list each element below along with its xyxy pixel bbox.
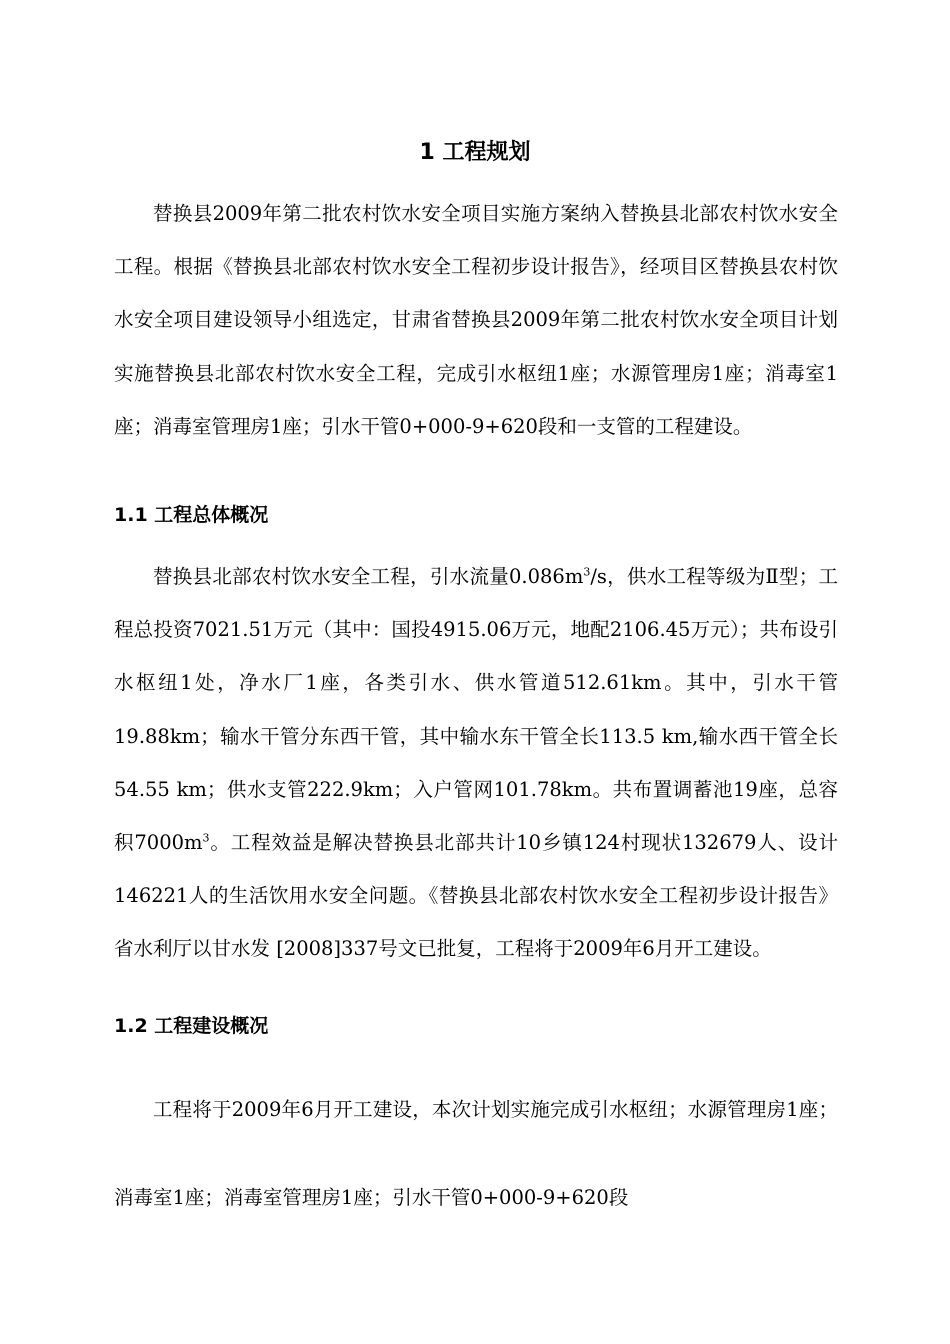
superscript-cubic-2: 3 <box>202 831 210 845</box>
overview-text-part-b: /s，供水工程等级为Ⅱ型；工程总投资7021.51万元（其中：国投4915.06万元，地配2106.45万元）；共布设引水枢纽1处，净水厂1座，各类引水、供水管道512.61km。其中，引水干管19.88km；输水干管分东西干管，其中输水东干管全长113.5 km,输水西干管全长54.55 km；供水支管222.9km；入户管网101.78km。共布置调蓄池19座，总容积7000m <box>114 565 838 855</box>
overview-paragraph <box>114 550 838 976</box>
superscript-cubic: 3 <box>583 565 591 579</box>
overview-text-part-c: 。工程效益是解决替换县北部共计10乡镇124村现状132679人、设计146221人的生活饮用水安全问题。《替换县北部农村饮水安全工程初步设计报告》省水利厅以甘水发 [2008]337号文已批复，工程将于2009年6月开工建设。 <box>114 831 838 961</box>
section-heading-1-2: 1.2 工程建设概况 <box>114 1015 269 1037</box>
document-title: 1 工程规划 <box>419 140 531 165</box>
section-heading-1-1: 1.1 工程总体概况 <box>114 504 269 526</box>
construction-paragraph: 工程将于2009年6月开工建设，本次计划实施完成引水枢纽；水源管理房1座；消毒室1座；消毒室管理房1座；引水干管0+000-9+620段 <box>114 1098 838 1209</box>
overview-text-part-a: 替换县北部农村饮水安全工程，引水流量0.086m <box>153 565 584 588</box>
intro-paragraph: 替换县2009年第二批农村饮水安全项目实施方案纳入替换县北部农村饮水安全工程。根据《替换县北部农村饮水安全工程初步设计报告》，经项目区替换县农村饮水安全项目建设领导小组选定，甘肃省替换县2009年第二批农村饮水安全项目计划实施替换县北部农村饮水安全工程，完成引水枢纽1座；水源管理房1座；消毒室1座；消毒室管理房1座；引水干管0+000-9+620段和一支管的工程建设。 <box>114 202 838 438</box>
